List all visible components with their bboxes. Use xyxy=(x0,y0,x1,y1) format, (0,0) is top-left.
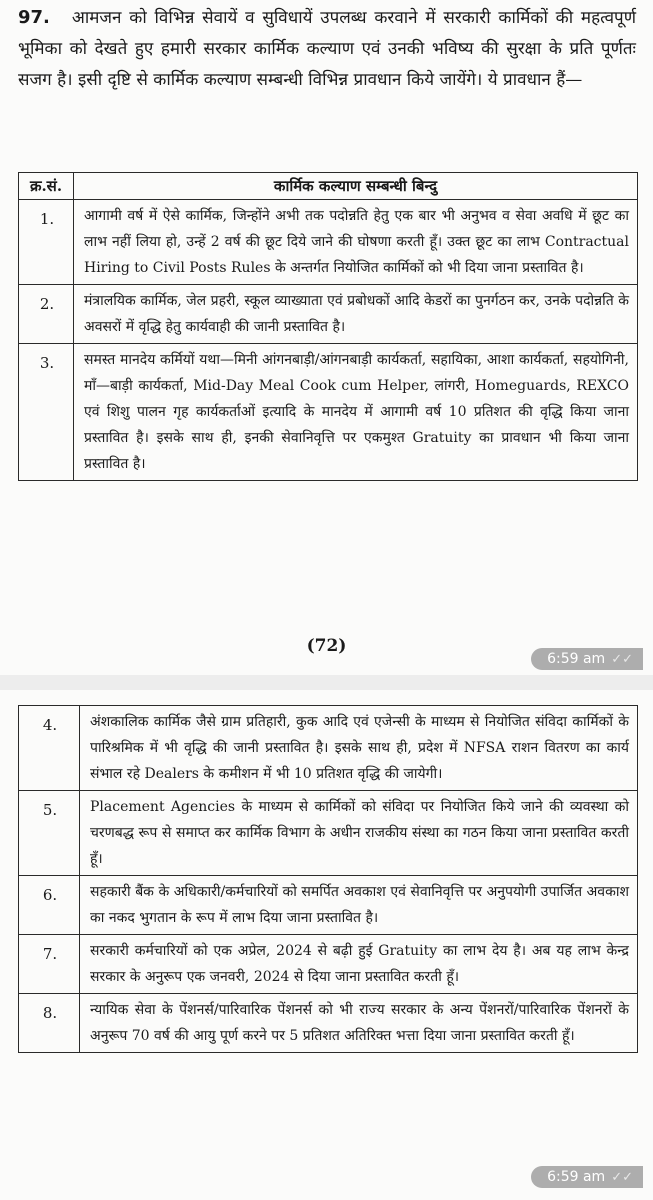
row-serial: 2. xyxy=(19,285,74,344)
row-text: अंशकालिक कार्मिक जैसे ग्राम प्रतिहारी, कुक आदि एवं एजेन्सी के माध्यम से नियोजित संविदा कार्मिकों के पारिश्रमिक में भी वृद्धि की जानी प्रस्तावित है। इसके साथ ही, प्रदेश में NFSA राशन वितरण का कार्य संभाल रहे Dealers के कमीशन में भी 10 प्रतिशत वृद्धि की जायेगी। xyxy=(80,706,638,791)
row-text: मंत्रालयिक कार्मिक, जेल प्रहरी, स्कूल व्याख्याता एवं प्रबोधकों आदि केडरों का पुनर्गठन कर, उनके पदोन्नति के अवसरों में वृद्धि हेतु कार्यवाही की जानी प्रस्तावित है। xyxy=(74,285,638,344)
table-row xyxy=(19,791,638,876)
table-row xyxy=(19,200,638,285)
table-row xyxy=(19,935,638,994)
row-serial: 8. xyxy=(19,994,80,1053)
timestamp-text: 6:59 am xyxy=(547,651,606,667)
row-text: सरकारी कर्मचारियों को एक अप्रेल, 2024 से बढ़ी हुई Gratuity का लाभ देय है। अब यह लाभ केन्द्र सरकार के अनुरूप एक जनवरी, 2024 से दिया जाना प्रस्तावित करती हूँ। xyxy=(80,935,638,994)
row-text: समस्त मानदेय कर्मियों यथा—मिनी आंगनबाड़ी/आंगनबाड़ी कार्यकर्ता, सहायिका, आशा कार्यकर्ता, सहयोगिनी, माँ—बाड़ी कार्यकर्ता, Mid-Day Meal Cook cum Helper, लांगरी, Homeguards, REXCO एवं शिशु पालन गृह कार्यकर्ताओं इत्यादि के मानदेय में आगामी वर्ष 10 प्रतिशत की वृद्धि किया जाना प्रस्तावित है। इसके साथ ही, इनकी सेवानिवृत्ति पर एकमुश्त Gratuity का प्रावधान भी किया जाना प्रस्तावित है। xyxy=(74,344,638,481)
table-row xyxy=(19,285,638,344)
page-73 xyxy=(0,690,653,1200)
header-serial-number: क्र.सं. xyxy=(19,173,74,200)
table-row xyxy=(19,706,638,791)
timestamp-text: 6:59 am xyxy=(547,1169,606,1185)
table-row xyxy=(19,344,638,481)
row-serial: 4. xyxy=(19,706,80,791)
double-check-icon: ✓✓ xyxy=(611,1170,633,1185)
welfare-table-part2 xyxy=(18,705,638,1053)
paragraph-97 xyxy=(18,2,636,96)
paragraph-number: 97. xyxy=(18,7,50,28)
double-check-icon: ✓✓ xyxy=(611,652,633,667)
row-serial: 6. xyxy=(19,876,80,935)
image-separator xyxy=(0,675,653,690)
row-serial: 5. xyxy=(19,791,80,876)
welfare-table-part1 xyxy=(18,172,638,481)
row-serial: 1. xyxy=(19,200,74,285)
row-serial: 3. xyxy=(19,344,74,481)
message-timestamp xyxy=(531,648,643,670)
row-text: आगामी वर्ष में ऐसे कार्मिक, जिन्होंने अभी तक पदोन्नति हेतु एक बार भी अनुभव व सेवा अवधि में छूट का लाभ नहीं लिया हो, उन्हें 2 वर्ष की छूट दिये जाने की घोषणा करती हूँ। उक्त छूट का लाभ Contractual Hiring to Civil Posts Rules के अन्तर्गत नियोजित कार्मिकों को भी दिया जाना प्रस्तावित है। xyxy=(74,200,638,285)
row-text: न्यायिक सेवा के पेंशनर्स/पारिवारिक पेंशनर्स को भी राज्य सरकार के अन्य पेंशनरों/पारिवारिक पेंशनरों के अनुरूप 70 वर्ष की आयु पूर्ण करने पर 5 प्रतिशत अतिरिक्त भत्ता दिया जाना प्रस्तावित करती हूँ। xyxy=(80,994,638,1053)
message-timestamp xyxy=(531,1166,643,1188)
paragraph-text: आमजन को विभिन्न सेवायें व सुविधायें उपलब्ध करवाने में सरकारी कार्मिकों की महत्वपूर्ण भूमिका को देखते हुए हमारी सरकार कार्मिक कल्याण एवं उनकी भविष्य की सुरक्षा के प्रति पूर्णतः सजग है। इसी दृष्टि से कार्मिक कल्याण सम्बन्धी विभिन्न प्रावधान किये जायेंगे। ये प्रावधान हैं— xyxy=(18,8,636,90)
table-header-row xyxy=(19,173,638,200)
row-text: सहकारी बैंक के अधिकारी/कर्मचारियों को समर्पित अवकाश एवं सेवानिवृत्ति पर अनुपयोगी उपार्जित अवकाश का नकद भुगतान के रूप में लाभ दिया जाना प्रस्तावित है। xyxy=(80,876,638,935)
table-row xyxy=(19,876,638,935)
row-text: Placement Agencies के माध्यम से कार्मिकों को संविदा पर नियोजित किये जाने की व्यवस्था को चरणबद्ध रूप से समाप्त कर कार्मिक विभाग के अधीन राजकीय संस्था का गठन किया जाना प्रस्तावित करती हूँ। xyxy=(80,791,638,876)
row-serial: 7. xyxy=(19,935,80,994)
header-welfare-point: कार्मिक कल्याण सम्बन्धी बिन्दु xyxy=(74,173,638,200)
page-number: (72) xyxy=(306,636,347,656)
table-row xyxy=(19,994,638,1053)
